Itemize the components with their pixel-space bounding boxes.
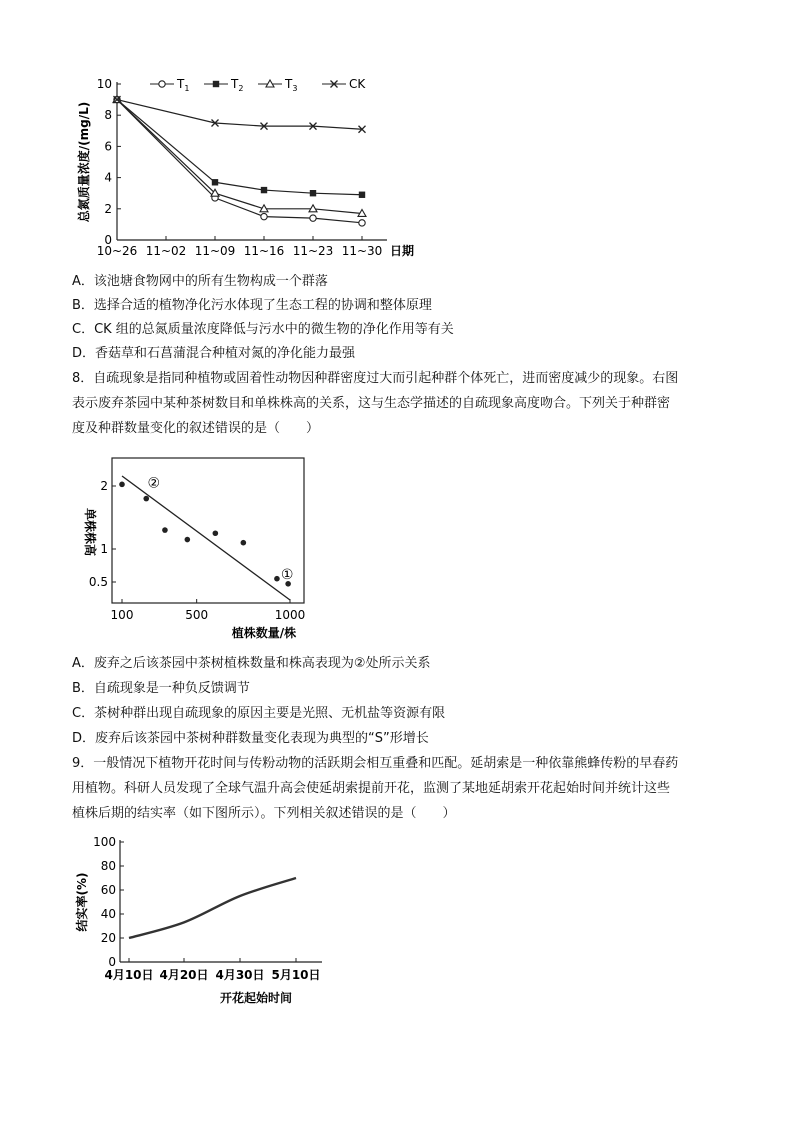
y-tick-label: 100 xyxy=(93,835,116,849)
q8-stem-line-2: 表示废弃茶园中某种茶树数目和单株株高的关系，这与生态学描述的自疏现象高度吻合。下列关于种群密 xyxy=(72,396,671,411)
data-point xyxy=(213,530,219,536)
data-point-t2 xyxy=(359,192,365,198)
y-axis-label: 结实率(%) xyxy=(75,872,89,932)
y-tick-label: 20 xyxy=(100,931,116,945)
fruit-set-rate-curve xyxy=(129,878,296,938)
x-tick-label: 500 xyxy=(185,608,209,622)
q7-option-b: B．选择合适的植物净化污水体现了生态工程的协调和整体原理 xyxy=(72,298,432,313)
y-tick-label: 10 xyxy=(96,77,112,91)
y-axis-label: 总氮质量浓度/(mg/L) xyxy=(77,101,91,223)
legend-marker-t1 xyxy=(159,81,165,87)
chart-legend xyxy=(150,77,366,93)
trend-line xyxy=(122,476,290,600)
y-tick-label: 2 xyxy=(104,201,112,216)
nitrogen-line-chart xyxy=(72,72,432,267)
legend-label-ck: CK xyxy=(349,77,366,91)
x-tick-label: 4月30日 xyxy=(215,968,265,982)
y-tick-label: 80 xyxy=(100,859,116,873)
q8-option-d: D．废弃后该茶园中茶树种群数量变化表现为典型的“S”形增长 xyxy=(72,731,429,746)
q8-option-c: C．茶树种群出现自疏现象的原因主要是光照、无机盐等资源有限 xyxy=(72,706,446,721)
data-point xyxy=(185,537,191,543)
x-tick-label: 10~26 xyxy=(96,244,138,258)
x-axis-label: 植株数量/株 xyxy=(231,626,297,640)
q9-stem-line-3: 植株后期的结实率（如下图所示）。下列相关叙述错误的是（ ） xyxy=(72,806,456,821)
x-tick-label: 11~16 xyxy=(243,244,285,258)
data-point-t2 xyxy=(310,190,316,196)
q8-stem-line-1: 8．自疏现象是指同种植物或固着性动物因种群密度过大而引起种群个体死亡，进而密度减少的现象。右图 xyxy=(72,371,679,386)
x-tick-label: 11~02 xyxy=(145,244,187,258)
series-line-ck xyxy=(117,100,362,130)
series-line-t3 xyxy=(117,100,362,214)
annotation-label: ① xyxy=(280,567,294,584)
y-tick-label: 60 xyxy=(100,883,116,897)
y-tick-label: 4 xyxy=(104,170,112,185)
x-tick-label: 4月10日 xyxy=(104,968,154,982)
legend-label-t2: $T_2$ xyxy=(231,77,244,93)
data-point xyxy=(143,496,149,502)
q9-stem-line-2: 用植物。科研人员发现了全球气温升高会使延胡索提前开花，监测了某地延胡索开花起始时间并统计这些 xyxy=(72,781,671,796)
data-point-t2 xyxy=(212,179,218,185)
q7-option-a: A．该池塘食物网中的所有生物构成一个群落 xyxy=(72,274,328,289)
x-tick-label: 11~30 xyxy=(341,244,383,258)
data-point xyxy=(274,576,280,582)
data-point-t1 xyxy=(359,220,365,226)
y-tick-label: 40 xyxy=(100,907,116,921)
y-tick-label: 0.5 xyxy=(88,575,108,589)
y-tick-label: 1 xyxy=(100,542,108,556)
x-tick-label: 1000 xyxy=(274,608,306,622)
y-tick-label: 6 xyxy=(104,139,112,154)
y-tick-label: 2 xyxy=(100,479,108,493)
annotation-label: ② xyxy=(147,475,161,492)
legend-marker-t2 xyxy=(213,81,219,87)
fruit-set-rate-chart xyxy=(72,830,332,1015)
self-thinning-scatter-chart xyxy=(72,450,322,650)
data-point xyxy=(241,540,247,546)
x-axis-unit-label: 日期 xyxy=(390,244,415,258)
q9-stem-line-1: 9．一般情况下植物开花时间与传粉动物的活跃期会相互重叠和匹配。延胡索是一种依靠熊蜂传粉的早春药 xyxy=(72,756,679,771)
data-point xyxy=(162,527,168,533)
data-point-t1 xyxy=(310,215,316,221)
x-tick-label: 5月10日 xyxy=(271,968,321,982)
x-tick-label: 11~23 xyxy=(292,244,334,258)
q8-option-a: A．废弃之后该茶园中茶树植株数量和株高表现为②处所示关系 xyxy=(72,656,431,671)
series-line-t2 xyxy=(117,100,362,195)
series-line-t1 xyxy=(117,100,362,223)
q8-stem-line-3: 度及种群数量变化的叙述错误的是（ ） xyxy=(72,421,320,436)
plot-frame xyxy=(112,458,304,603)
q7-option-c: C．CK 组的总氮质量浓度降低与污水中的微生物的净化作用等有关 xyxy=(72,322,454,337)
data-point-t1 xyxy=(261,213,267,219)
x-axis-label: 开花起始时间 xyxy=(219,991,293,1005)
y-tick-label: 0 xyxy=(104,233,112,247)
y-tick-label: 0 xyxy=(108,955,116,969)
y-axis-label: 单株株高 xyxy=(83,507,97,557)
y-tick-label: 8 xyxy=(104,108,112,123)
q8-option-b: B．自疏现象是一种负反馈调节 xyxy=(72,681,250,696)
data-point xyxy=(119,482,125,488)
legend-label-t3: $T_3$ xyxy=(285,77,298,93)
q7-option-d: D．香菇草和石菖蒲混合种植对氮的净化能力最强 xyxy=(72,346,356,361)
x-tick-label: 4月20日 xyxy=(159,968,209,982)
data-point-t2 xyxy=(261,187,267,193)
x-tick-label: 11~09 xyxy=(194,244,236,258)
legend-label-t1: $T_1$ xyxy=(177,77,190,93)
x-tick-label: 100 xyxy=(110,608,134,622)
